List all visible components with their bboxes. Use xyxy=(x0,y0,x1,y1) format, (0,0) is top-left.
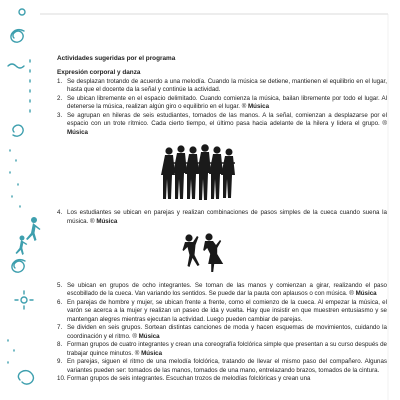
runner-icon xyxy=(26,217,41,241)
dancer-silhouette xyxy=(161,147,175,199)
list-item: 8. Forman grupos de cuatro integrantes y crean una coreografía folclórica simple que presentan a su curso después de trabajar quince minutos. ® Música xyxy=(57,341,387,357)
list-item: 7. Se dividen en seis grupos. Sortean distintas canciones de moda y hacen esquemas de movimientos, cuidando la coordinación y el ritmo. ® Música xyxy=(57,324,387,340)
wave-doodle xyxy=(8,64,24,68)
dancer-silhouette xyxy=(221,149,235,199)
list-item: 6. En parejas de hombre y mujer, se ubican frente a frente, como el comienzo de la cueca. Al empezar la música, el varón se acerca a la mujer y realizan un paseo de ida y vuelta. Hay que insistir en que muestren entusiasmo y se mantengan alegres mientras ejecutan la actividad. Luego pueden cambiar de parejas. xyxy=(57,298,387,323)
section-title: Expresión corporal y danza xyxy=(57,69,141,77)
dancer-silhouette xyxy=(185,146,199,199)
spiral-doodle xyxy=(12,260,25,273)
music-tag: Música xyxy=(355,290,377,298)
list-item: 3. Se agrupan en hileras de seis estudiantes, tomados de las manos. A la señal, comienzan a desplazarse por el espacio con un trote rítmico. Cada cierto tiempo, el último pasa hacia adelante de la hilera y lidera el grupo. ® Música xyxy=(57,111,387,136)
dancer-silhouette xyxy=(183,234,200,267)
dancer-silhouette xyxy=(173,145,187,199)
sun-doodle xyxy=(19,9,25,15)
music-tag: Música xyxy=(96,217,118,225)
list-item: 10. Forman grupos de seis integrantes. Escuchan trozos de melodías folclóricas y crean una xyxy=(57,374,311,382)
curl-doodle xyxy=(18,371,33,384)
list-item: 5. Se ubican en grupos de ocho integrantes. Se toman de las manos y comienzan a girar, realizando el paso escobillado de la cueca. Van variando los sentidos. Se puede dar la pauta con aplausos o con música. ® Música xyxy=(57,281,387,298)
dancer-silhouette xyxy=(209,146,223,199)
page-heading: Actividades sugeridas por el programa xyxy=(57,55,176,62)
dancer-silhouette xyxy=(197,144,211,200)
music-tag: Música xyxy=(248,103,270,111)
list-item: 1. Se desplazan trotando de acuerdo a una melodía. Cuando la música se detiene, mantienen el equilibrio en el lugar, hasta que el docente da la señal y continúe la actividad. xyxy=(57,77,387,94)
dancer-silhouette xyxy=(203,233,223,272)
runner-icon xyxy=(16,236,28,256)
couple-dance-illustration xyxy=(57,232,387,277)
document-body xyxy=(57,55,387,383)
spiral-doodle xyxy=(11,30,24,43)
list-item: 9. En parejas, siguen el ritmo de una melodía folclórica, tratando de llevar el mismo paso del compañero. Algunas variantes pueden ser: tomados de las manos, tomados de una mano, entrelazando brazos, tomados de la cintura. xyxy=(57,358,387,374)
margin-decoration xyxy=(0,0,42,400)
activity-list xyxy=(57,209,387,226)
music-tag: Música xyxy=(141,349,163,357)
activity-list xyxy=(57,78,387,137)
music-tag: Música xyxy=(67,128,88,136)
flower-doodle xyxy=(21,297,27,303)
music-tag: Música xyxy=(138,332,160,340)
list-item: 4. Los estudiantes se ubican en parejas y realizan combinaciones de pasos simples de la cueca cuando suena la música. ® Música xyxy=(57,209,387,225)
list-item: 2. Se ubican libremente en el espacio delimitado. Cuando comienza la música, bailan libremente por todo el lugar. Al detenerse la música, realizan algún giro o equilibrio en el lugar. ® Música xyxy=(57,94,387,111)
group-dance-illustration xyxy=(57,143,387,203)
spiral-doodle xyxy=(13,125,23,136)
activity-list xyxy=(57,282,387,383)
